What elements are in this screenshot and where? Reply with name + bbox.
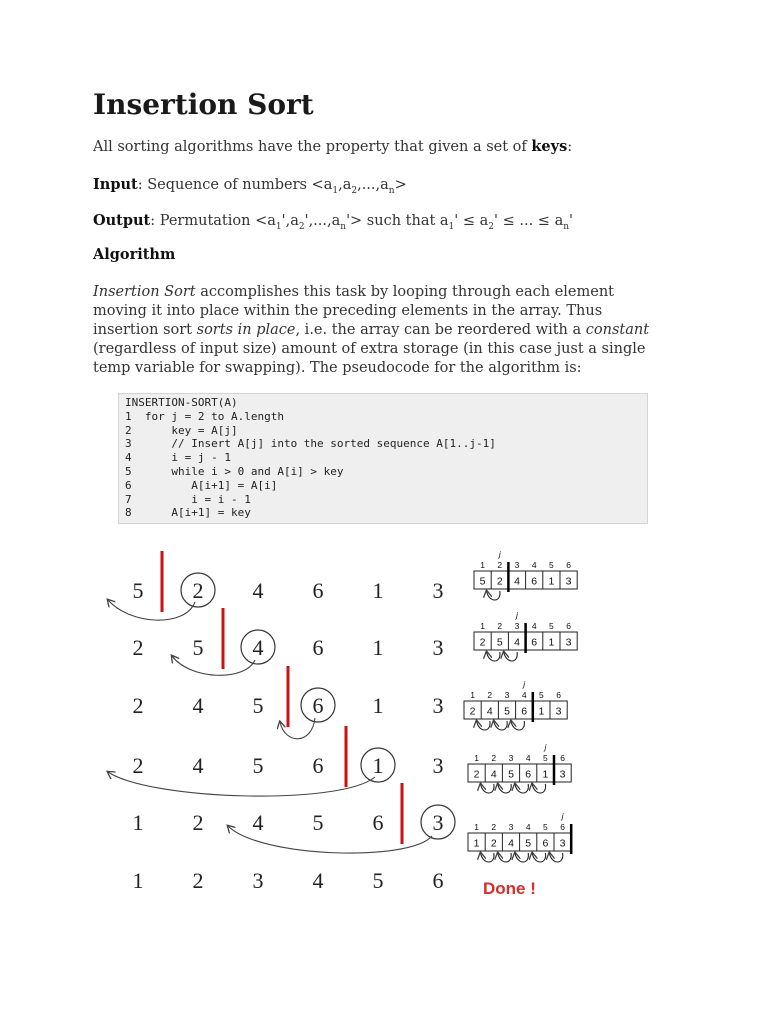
- figure-number: 3: [432, 810, 444, 835]
- array-cell-value: 6: [521, 705, 528, 718]
- figure-number: 3: [432, 635, 444, 660]
- array-index-label: 6: [560, 753, 565, 763]
- pseudocode-line: 7 i = i - 1: [125, 492, 251, 506]
- j-pointer-label: j: [561, 811, 564, 821]
- figure-number: 4: [252, 578, 264, 603]
- figure-number: 4: [312, 868, 324, 893]
- done-label: Done !: [483, 879, 536, 898]
- algorithm-paragraph: Insertion Sort accomplishes this task by looping through each element moving it into place within the preceding elements in the array. Thus insertion sort sorts in place, i.e. the array can be reordered with a constant (regardless of input size) amount of extra storage (in this case just a single temp variable for swapping). The pseudocode for the algorithm is:: [93, 284, 650, 376]
- figure-number: 2: [132, 693, 144, 718]
- array-cell-value: 2: [490, 837, 497, 850]
- array-index-label: 3: [514, 621, 520, 631]
- pseudocode-line: 8 A[i+1] = key: [125, 506, 251, 520]
- array-cell-value: 5: [496, 636, 503, 649]
- array-cell-value: 2: [479, 636, 486, 649]
- figure-number: 6: [312, 693, 324, 718]
- figure-number: 3: [432, 693, 444, 718]
- algorithm-heading: Algorithm: [93, 246, 176, 263]
- array-index-label: 4: [531, 560, 537, 570]
- array-cell-value: 4: [514, 636, 520, 649]
- figure-number: 5: [252, 753, 264, 778]
- array-shift-arrow: [477, 721, 490, 730]
- array-cell-value: 3: [559, 837, 566, 850]
- array-shift-arrow: [515, 853, 528, 862]
- figure-number: 2: [192, 578, 204, 603]
- array-cell-value: 6: [542, 837, 549, 850]
- array-shift-arrow: [532, 853, 545, 862]
- array-index-label: 1: [480, 621, 485, 631]
- figure-number: 4: [192, 753, 204, 778]
- figure-number: 5: [372, 868, 384, 893]
- array-shift-arrow: [494, 721, 507, 730]
- array-index-label: 5: [539, 690, 544, 700]
- figure-number: 3: [432, 753, 444, 778]
- array-cell-value: 3: [555, 705, 562, 718]
- figure-number: 1: [372, 635, 384, 660]
- array-index-label: 4: [525, 822, 531, 832]
- figure-number: 5: [252, 693, 264, 718]
- array-cell-value: 2: [469, 705, 476, 718]
- move-arrow: [172, 656, 255, 675]
- j-pointer-label: j: [544, 742, 547, 752]
- array-index-label: 6: [566, 621, 571, 631]
- array-cell-value: 1: [548, 636, 555, 649]
- figure-number: 2: [192, 810, 204, 835]
- pseudocode-line: 2 key = A[j]: [125, 423, 238, 437]
- array-index-label: 1: [470, 690, 475, 700]
- array-cell-value: 5: [525, 837, 532, 850]
- figure-number: 2: [132, 753, 144, 778]
- array-index-label: 1: [474, 753, 479, 763]
- move-arrow: [108, 600, 195, 620]
- array-cell-value: 5: [508, 768, 514, 781]
- array-shift-arrow: [498, 853, 511, 862]
- array-cell-value: 2: [473, 768, 480, 781]
- figure-number: 1: [132, 868, 144, 893]
- figure-number: 1: [372, 578, 384, 603]
- array-shift-arrow: [487, 591, 500, 600]
- array-shift-arrow: [549, 853, 562, 862]
- array-shift-arrow: [498, 784, 511, 793]
- move-arrow: [108, 772, 375, 796]
- array-index-label: 5: [549, 560, 554, 570]
- array-shift-arrow: [532, 784, 545, 793]
- array-cell-value: 1: [538, 705, 545, 718]
- array-index-label: 3: [514, 560, 520, 570]
- figure-number: 1: [132, 810, 144, 835]
- figure-number: 6: [372, 810, 384, 835]
- figure-number: 4: [252, 810, 264, 835]
- array-index-label: 5: [543, 822, 548, 832]
- pseudocode-line: 5 while i > 0 and A[i] > key: [125, 464, 344, 478]
- array-cell-value: 4: [508, 837, 514, 850]
- figure-number: 6: [432, 868, 444, 893]
- pseudocode-line: 3 // Insert A[j] into the sorted sequence A[1..j-1]: [125, 437, 496, 451]
- array-index-label: 3: [508, 753, 514, 763]
- figure-number: 2: [192, 868, 204, 893]
- figure-number: 6: [312, 635, 324, 660]
- array-cell-value: 3: [565, 575, 572, 588]
- output-line: Output: Permutation $<a_1',a_2',...,a_n'>$ such that $a_1' \le a_2'$ ≤ ... ≤ $a_n'$: [93, 212, 574, 232]
- array-index-label: 2: [487, 690, 493, 700]
- array-cell-value: 3: [559, 768, 566, 781]
- array-index-label: 2: [497, 560, 503, 570]
- array-index-label: 4: [521, 690, 527, 700]
- array-index-label: 1: [474, 822, 479, 832]
- array-cell-value: 2: [496, 575, 503, 588]
- array-index-label: 2: [497, 621, 503, 631]
- array-cell-value: 5: [479, 575, 486, 588]
- array-shift-arrow: [481, 784, 494, 793]
- input-line: Input: Sequence of numbers $<a_1,a_2,...,a_n>$: [93, 176, 407, 196]
- array-cell-value: 6: [525, 768, 532, 781]
- array-index-label: 5: [549, 621, 554, 631]
- j-pointer-label: j: [498, 549, 501, 559]
- array-index-label: 6: [556, 690, 561, 700]
- figure-number: 5: [312, 810, 324, 835]
- array-cell-value: 1: [542, 768, 549, 781]
- array-shift-arrow: [487, 652, 500, 661]
- figure-number: 5: [192, 635, 204, 660]
- array-index-label: 3: [504, 690, 510, 700]
- array-index-label: 6: [566, 560, 571, 570]
- figure-number: 4: [192, 693, 204, 718]
- figure-number: 6: [312, 753, 324, 778]
- array-cell-value: 4: [514, 575, 520, 588]
- array-cell-value: 1: [473, 837, 480, 850]
- array-index-label: 1: [480, 560, 485, 570]
- intro-paragraph: All sorting algorithms have the property that given a set of keys:: [93, 138, 573, 155]
- page-title: Insertion Sort: [93, 88, 314, 121]
- array-index-label: 3: [508, 822, 514, 832]
- array-index-label: 4: [531, 621, 537, 631]
- array-cell-value: 1: [548, 575, 555, 588]
- array-shift-arrow: [481, 853, 494, 862]
- move-arrow: [280, 718, 315, 739]
- array-shift-arrow: [504, 652, 517, 661]
- array-index-label: 2: [491, 753, 497, 763]
- array-cell-value: 4: [490, 768, 497, 781]
- figure-number: 4: [252, 635, 264, 660]
- pseudocode-line: 6 A[i+1] = A[i]: [125, 478, 278, 492]
- array-shift-arrow: [515, 784, 528, 793]
- array-index-label: 6: [560, 822, 565, 832]
- array-cell-value: 4: [486, 705, 493, 718]
- array-cell-value: 6: [531, 575, 538, 588]
- figure-number: 3: [432, 578, 444, 603]
- figure-number: 1: [372, 693, 384, 718]
- array-index-label: 2: [491, 822, 497, 832]
- pseudocode-line: 1 for j = 2 to A.length: [125, 409, 284, 423]
- j-pointer-label: j: [523, 679, 526, 689]
- pseudocode-line: 4 i = j - 1: [125, 451, 231, 465]
- figure-number: 3: [252, 868, 264, 893]
- array-shift-arrow: [511, 721, 524, 730]
- array-cell-value: 3: [565, 636, 572, 649]
- figure-number: 6: [312, 578, 324, 603]
- j-pointer-label: j: [516, 610, 518, 620]
- array-cell-value: 5: [504, 705, 510, 718]
- array-cell-value: 6: [531, 636, 538, 649]
- figure-number: 5: [132, 578, 144, 603]
- figure-number: 1: [372, 753, 384, 778]
- array-index-label: 5: [543, 753, 548, 763]
- pseudocode-line: INSERTION-SORT(A): [125, 396, 238, 409]
- array-index-label: 4: [525, 753, 531, 763]
- figure-number: 2: [132, 635, 144, 660]
